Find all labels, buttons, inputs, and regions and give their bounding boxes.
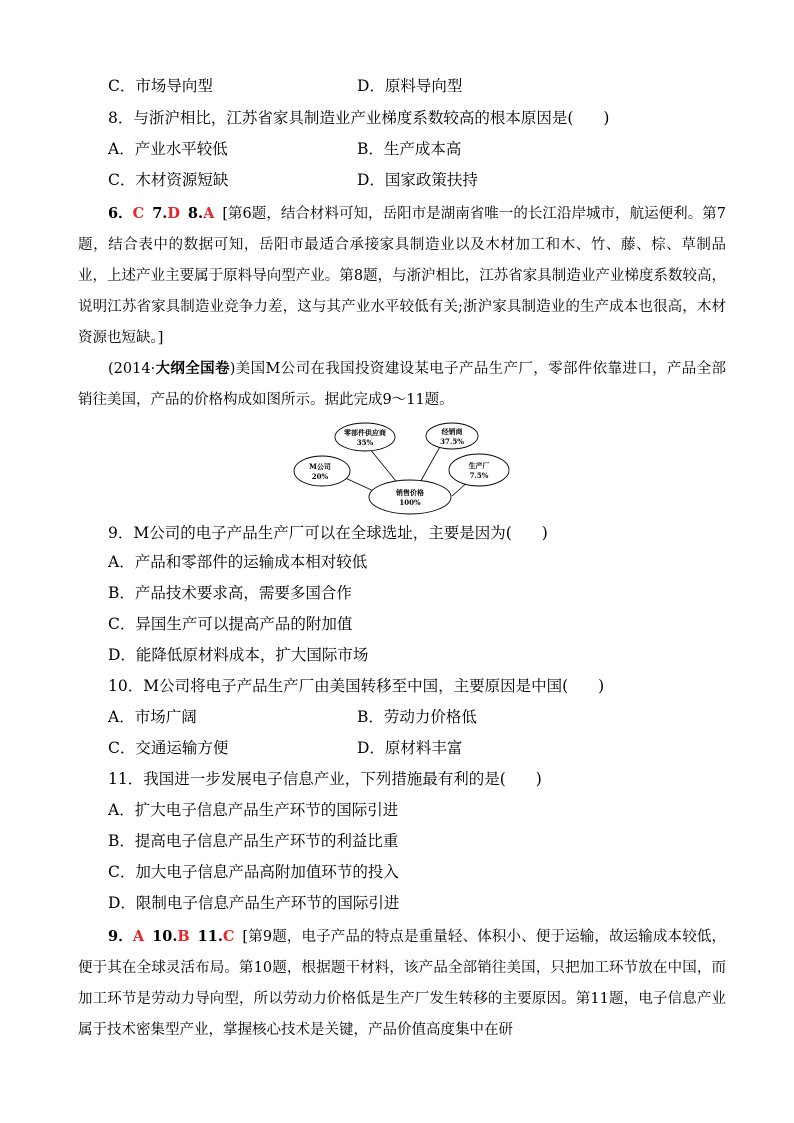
q9-stem-close: ) xyxy=(541,524,548,542)
node-factory-ellipse xyxy=(449,454,509,486)
node-mcompany-value: 20% xyxy=(311,472,329,481)
q8-option-a: A．产业水平较低 xyxy=(108,140,228,158)
answer-10-key: B xyxy=(177,928,190,945)
answer-11-key: C xyxy=(222,928,235,945)
q8-stem-close: ) xyxy=(603,109,610,127)
answer-9-key: A xyxy=(132,928,145,945)
q9-option-a: A．产品和零部件的运输成本相对较低 xyxy=(108,553,368,571)
answer-8-number: 8. xyxy=(187,205,204,222)
link-distributor xyxy=(418,443,442,486)
answer-9-11-explanation: [第9题，电子产品的特点是重量轻、体积小、便于运输，故运输成本较低，便于其在全球灵活布局。第10题，根据题干材料，该产品全部销往美国，只把加工环节放在中国，而加工环节是劳动力导向型，所以劳动力价格低是生产厂发生转移的主要原因。第11题，电子信息产业属于技术密集型产业，掌握核心技术是关键，产品价值高度集中在研 xyxy=(78,929,726,1038)
q9-option-b: B．产品技术要求高，需要多国合作 xyxy=(108,584,352,602)
answer-9-number: 9． xyxy=(108,928,133,945)
node-distributor-label: 经销商 xyxy=(441,427,463,436)
q9-stem xyxy=(108,522,548,544)
q8-option-d: D．国家政策扶持 xyxy=(357,171,478,189)
intro-source: 大纲全国卷 xyxy=(155,360,230,377)
q11-option-b: B．提高电子信息产品生产环节的利益比重 xyxy=(108,832,399,850)
node-center-value: 100% xyxy=(399,498,421,507)
intro-text: )美国M公司在我国投资建设某电子产品生产厂，零部件依靠进口，产品全部销往美国，产品的价格构成如图所示。据此完成9～11题。 xyxy=(78,361,726,408)
q11-stem-text: 11．我国进一步发展电子信息产业，下列措施最有利的是( xyxy=(108,770,506,788)
node-center-ellipse xyxy=(369,480,451,514)
q10-stem-close: ) xyxy=(598,677,605,695)
answer-6-number: 6． xyxy=(108,205,133,222)
answer-10-number: 10. xyxy=(152,928,178,945)
q9-option-d: D．能降低原材料成本，扩大国际市场 xyxy=(108,646,369,664)
q10-option-c: C．交通运输方便 xyxy=(108,739,229,757)
node-center-label: 销售价格 xyxy=(396,488,424,497)
answer-7-key: D xyxy=(167,205,180,222)
price-composition-diagram xyxy=(290,421,515,516)
answer-11-number: 11. xyxy=(197,928,223,945)
q10-option-a: A．市场广阔 xyxy=(108,708,197,726)
q8-option-b: B．生产成本高 xyxy=(357,140,462,158)
q8-stem xyxy=(108,107,609,129)
q9-stem-text: 9．M公司的电子产品生产厂可以在全球选址，主要是因为( xyxy=(108,524,512,542)
answer-8-key: A xyxy=(203,205,215,222)
q7-option-d: D．原料导向型 xyxy=(357,77,463,95)
q11-option-c: C．加大电子信息产品高附加值环节的投入 xyxy=(108,863,399,881)
q10-stem xyxy=(108,675,604,697)
answer-6-8-explanation: [第6题，结合材料可知，岳阳市是湖南省唯一的长江沿岸城市，航运便利。第7题，结合表中的数据可知，岳阳市最适合承接家具制造业以及木材加工和木、竹、藤、棕、草制品业，上述产业主要属于原料导向型产业。第8题，与浙沪相比，江苏省家具制造业产业梯度系数较高，说明江苏省家具制造业竞争力差，这与其产业水平较低有关;浙沪家具制造业的生产成本也很高，木材资源也短缺。] xyxy=(78,206,726,346)
node-distributor-value: 37.5% xyxy=(440,437,464,446)
q10-option-b: B．劳动力价格低 xyxy=(357,708,477,726)
node-parts-supplier-value: 35% xyxy=(356,438,374,447)
q7-option-c: C．市场导向型 xyxy=(108,77,213,95)
q10-option-d: D．原材料丰富 xyxy=(357,739,463,757)
answer-9-11 xyxy=(78,921,726,1046)
q11-option-d: D．限制电子信息产品生产环节的国际引进 xyxy=(108,894,400,912)
node-factory-label: 生产厂 xyxy=(468,461,490,470)
answer-7-number: 7. xyxy=(152,205,168,222)
q11-stem xyxy=(108,768,542,790)
answer-6-key: C xyxy=(132,205,145,222)
node-parts-supplier-label: 零部件供应商 xyxy=(344,428,386,437)
intro-9-11 xyxy=(78,353,726,416)
node-mcompany-ellipse xyxy=(294,456,350,486)
intro-paren-open: (2014· xyxy=(108,361,156,377)
q10-stem-text: 10．M公司将电子产品生产厂由美国转移至中国，主要原因是中国( xyxy=(108,677,569,695)
q9-option-c: C．异国生产可以提高产品的附加值 xyxy=(108,615,353,633)
answer-6-8 xyxy=(78,198,726,354)
q11-stem-close: ) xyxy=(535,770,542,788)
q8-stem-text: 8．与浙沪相比，江苏省家具制造业产业梯度系数较高的根本原因是( xyxy=(108,109,574,127)
q11-option-a: A．扩大电子信息产品生产环节的国际引进 xyxy=(108,801,399,819)
q8-option-c: C．木材资源短缺 xyxy=(108,171,229,189)
node-factory-value: 7.5% xyxy=(469,471,489,480)
node-mcompany-label: M公司 xyxy=(309,462,331,471)
